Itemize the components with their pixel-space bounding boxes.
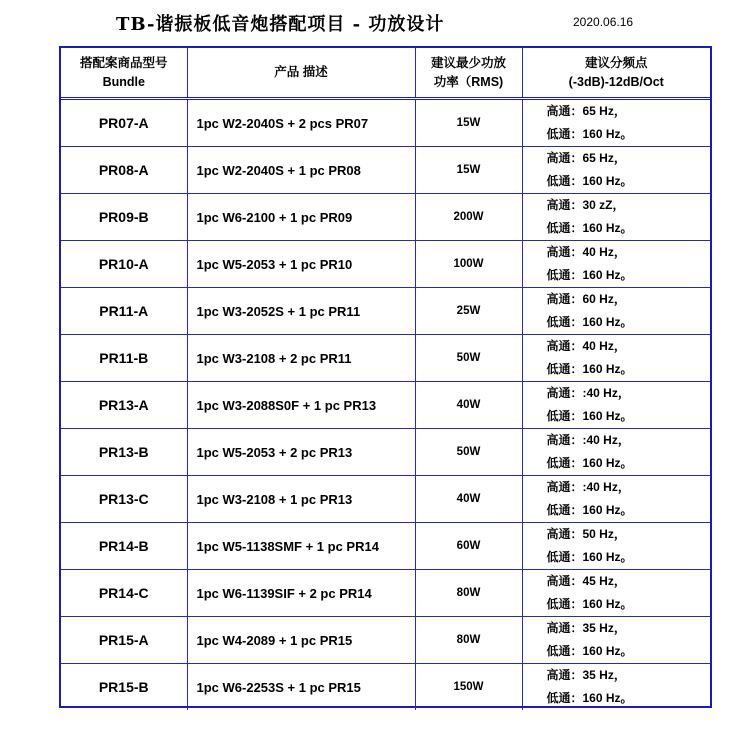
bundle-cell: PR14-C [61, 570, 187, 617]
description-cell: 1pc W5-2053 + 1 pc PR10 [187, 241, 415, 288]
bundle-cell: PR13-A [61, 382, 187, 429]
power-cell: 60W [415, 523, 522, 570]
table-row [61, 523, 710, 570]
highpass-value: 高通：:40 Hz， [546, 386, 630, 400]
lowpass-value: 低通：160 Hz。 [546, 644, 633, 658]
column-header-desc: 产品 描述 [187, 48, 415, 99]
bundle-table [61, 48, 710, 710]
table-row [61, 476, 710, 523]
column-header-crossover-line2: (-3dB)-12dB/Oct [568, 74, 664, 89]
lowpass-value: 低通：160 Hz。 [546, 221, 633, 235]
column-header-power-line1: 建议最少功放 [430, 55, 506, 70]
highpass-value: 高通：:40 Hz， [546, 480, 630, 494]
crossover-cell [522, 288, 710, 335]
power-cell: 40W [415, 382, 522, 429]
column-header-power [415, 48, 522, 99]
highpass-value: 高通：30 zZ， [546, 198, 625, 212]
crossover-cell [522, 570, 710, 617]
lowpass-value: 低通：160 Hz。 [546, 550, 633, 564]
table-row [61, 570, 710, 617]
description-cell: 1pc W6-2253S + 1 pc PR15 [187, 664, 415, 711]
power-cell: 100W [415, 241, 522, 288]
description-cell: 1pc W6-1139SIF + 2 pc PR14 [187, 570, 415, 617]
page-title: TB-谐振板低音炮搭配项目 - 功放设计 [116, 14, 445, 35]
table-row [61, 241, 710, 288]
crossover-cell [522, 476, 710, 523]
description-cell: 1pc W5-2053 + 2 pc PR13 [187, 429, 415, 476]
power-cell: 25W [415, 288, 522, 335]
description-cell: 1pc W3-2052S + 1 pc PR11 [187, 288, 415, 335]
lowpass-value: 低通：160 Hz。 [546, 268, 633, 282]
bundle-cell: PR14-B [61, 523, 187, 570]
table-row [61, 147, 710, 194]
lowpass-value: 低通：160 Hz。 [546, 315, 633, 329]
column-header-bundle [61, 48, 187, 99]
power-cell: 50W [415, 429, 522, 476]
power-cell: 15W [415, 147, 522, 194]
column-header-bundle-cn: 搭配案商品型号 [79, 55, 168, 70]
bundle-cell: PR15-A [61, 617, 187, 664]
description-cell: 1pc W4-2089 + 1 pc PR15 [187, 617, 415, 664]
column-header-crossover [522, 48, 710, 99]
highpass-value: 高通：40 Hz， [546, 339, 626, 353]
crossover-cell [522, 429, 710, 476]
description-cell: 1pc W3-2088S0F + 1 pc PR13 [187, 382, 415, 429]
power-cell: 150W [415, 664, 522, 711]
power-cell: 15W [415, 99, 522, 147]
description-cell: 1pc W3-2108 + 2 pc PR11 [187, 335, 415, 382]
lowpass-value: 低通：160 Hz。 [546, 456, 633, 470]
highpass-value: 高通：45 Hz， [546, 574, 626, 588]
document-date: 2020.06.16 [573, 15, 634, 29]
bundle-cell: PR13-B [61, 429, 187, 476]
lowpass-value: 低通：160 Hz。 [546, 691, 633, 705]
table-row [61, 194, 710, 241]
description-cell: 1pc W6-2100 + 1 pc PR09 [187, 194, 415, 241]
highpass-value: 高通：35 Hz， [546, 668, 626, 682]
highpass-value: 高通：65 Hz， [546, 151, 626, 165]
highpass-value: 高通：40 Hz， [546, 245, 626, 259]
crossover-cell [522, 99, 710, 147]
table-row [61, 664, 710, 711]
table-row [61, 382, 710, 429]
description-cell: 1pc W5-1138SMF + 1 pc PR14 [187, 523, 415, 570]
power-cell: 40W [415, 476, 522, 523]
power-cell: 80W [415, 617, 522, 664]
power-cell: 50W [415, 335, 522, 382]
lowpass-value: 低通：160 Hz。 [546, 503, 633, 517]
table-row [61, 99, 710, 147]
column-header-power-line2: 功率（RMS) [433, 74, 504, 89]
bundle-cell: PR07-A [61, 99, 187, 147]
column-header-bundle-en: Bundle [102, 74, 145, 89]
table-header-row [61, 48, 710, 99]
bundle-cell: PR13-C [61, 476, 187, 523]
table-row [61, 288, 710, 335]
crossover-cell [522, 241, 710, 288]
description-cell: 1pc W2-2040S + 2 pcs PR07 [187, 99, 415, 147]
bundle-cell: PR15-B [61, 664, 187, 711]
crossover-cell [522, 382, 710, 429]
crossover-cell [522, 664, 710, 711]
lowpass-value: 低通：160 Hz。 [546, 597, 633, 611]
highpass-value: 高通：60 Hz， [546, 292, 626, 306]
highpass-value: 高通：50 Hz， [546, 527, 626, 541]
highpass-value: 高通：65 Hz， [546, 104, 626, 118]
bundle-cell: PR11-A [61, 288, 187, 335]
crossover-cell [522, 335, 710, 382]
highpass-value: 高通：35 Hz， [546, 621, 626, 635]
column-header-crossover-line1: 建议分频点 [584, 55, 648, 70]
bundle-cell: PR08-A [61, 147, 187, 194]
lowpass-value: 低通：160 Hz。 [546, 362, 633, 376]
table-row [61, 335, 710, 382]
lowpass-value: 低通：160 Hz。 [546, 127, 633, 141]
crossover-cell [522, 617, 710, 664]
lowpass-value: 低通：160 Hz。 [546, 174, 633, 188]
description-cell: 1pc W2-2040S + 1 pc PR08 [187, 147, 415, 194]
bundle-cell: PR09-B [61, 194, 187, 241]
table-row [61, 429, 710, 476]
crossover-cell [522, 194, 710, 241]
table-row [61, 617, 710, 664]
crossover-cell [522, 523, 710, 570]
bundle-table-frame [59, 46, 712, 708]
lowpass-value: 低通：160 Hz。 [546, 409, 633, 423]
power-cell: 200W [415, 194, 522, 241]
crossover-cell [522, 147, 710, 194]
bundle-cell: PR10-A [61, 241, 187, 288]
highpass-value: 高通：:40 Hz， [546, 433, 630, 447]
description-cell: 1pc W3-2108 + 1 pc PR13 [187, 476, 415, 523]
power-cell: 80W [415, 570, 522, 617]
bundle-cell: PR11-B [61, 335, 187, 382]
